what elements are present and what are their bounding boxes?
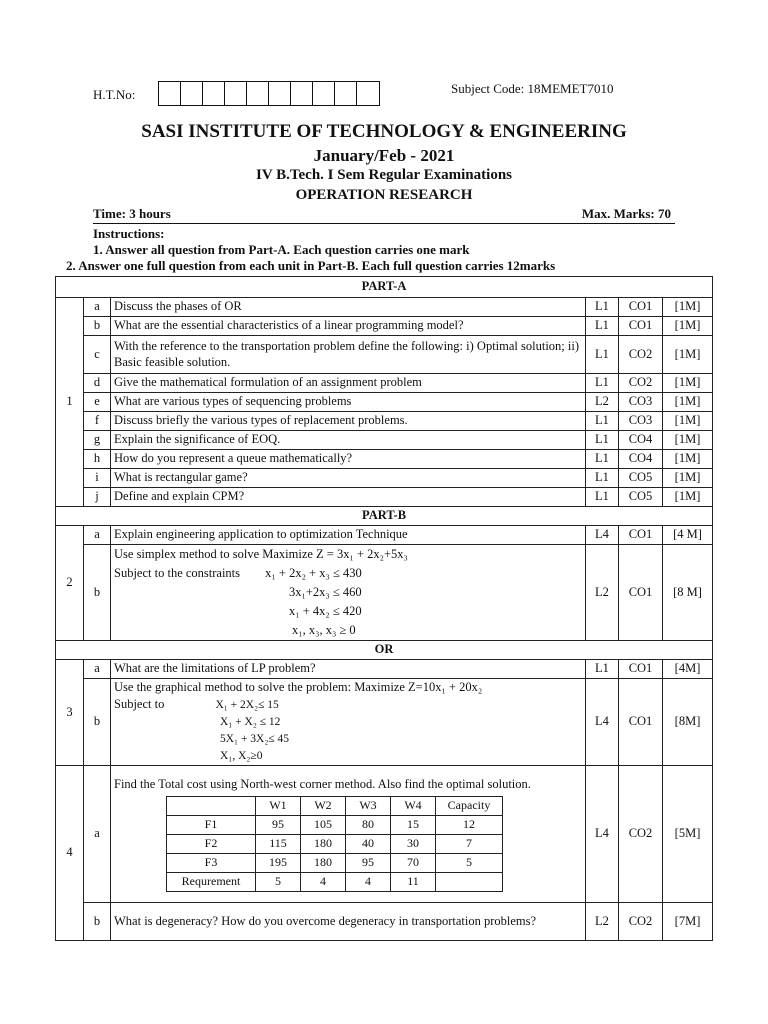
marks: [1M]: [663, 488, 713, 507]
marks: [1M]: [663, 412, 713, 431]
course-outcome: CO3: [619, 393, 663, 412]
question-text: Explain the significance of EOQ.: [111, 431, 586, 450]
marks: [1M]: [663, 298, 713, 317]
cost-header-cell: Capacity: [436, 796, 503, 815]
level: L4: [586, 526, 619, 545]
sub-label: h: [84, 450, 111, 469]
question-text: Discuss briefly the various types of replacement problems.: [111, 412, 586, 431]
course-outcome: CO4: [619, 431, 663, 450]
cost-cell: F2: [167, 834, 256, 853]
part-a-heading: PART-A: [56, 277, 713, 298]
cost-header-cell: W1: [256, 796, 301, 815]
course-outcome: CO2: [619, 766, 663, 903]
level: L4: [586, 766, 619, 903]
instructions-title: Instructions:: [93, 226, 165, 241]
course-outcome: CO5: [619, 469, 663, 488]
marks: [1M]: [663, 469, 713, 488]
course-outcome: CO1: [619, 526, 663, 545]
hall-ticket-box: [335, 82, 357, 105]
cost-cell: 12: [436, 815, 503, 834]
sub-label: i: [84, 469, 111, 488]
cost-header-cell: [167, 796, 256, 815]
question-text: [111, 766, 586, 903]
sub-label: a: [84, 298, 111, 317]
cost-cell: 95: [256, 815, 301, 834]
cost-cell: 105: [301, 815, 346, 834]
hall-ticket-box: [181, 82, 203, 105]
level: L2: [586, 903, 619, 941]
constraint-eq: x₁ + 2x₂ + x₃ ≤ 430: [265, 566, 362, 580]
marks: [1M]: [663, 317, 713, 336]
constraint-eq: X₁ + 2X₂≤ 15: [215, 699, 279, 711]
hall-ticket-label: H.T.No:: [93, 87, 136, 102]
question-text: With the reference to the transportation problem define the following: i) Optimal solution; ii) Basic feasible solution.: [111, 336, 586, 374]
question-text: What is rectangular game?: [111, 469, 586, 488]
cost-cell: 115: [256, 834, 301, 853]
cost-cell: 80: [346, 815, 391, 834]
cost-cell: F3: [167, 853, 256, 872]
transport-cost-table: [166, 796, 503, 892]
cost-row: [167, 834, 503, 853]
course-outcome: CO3: [619, 412, 663, 431]
cost-cell: [436, 872, 503, 891]
hall-ticket-box: [159, 82, 181, 105]
question-text: What are various types of sequencing problems: [111, 393, 586, 412]
question-text: Discuss the phases of OR: [111, 298, 586, 317]
sub-label: b: [84, 317, 111, 336]
hall-ticket-box: [225, 82, 247, 105]
hall-ticket-box: [357, 82, 379, 105]
level: L1: [586, 374, 619, 393]
cost-cell: 7: [436, 834, 503, 853]
cost-cell: 11: [391, 872, 436, 891]
course-outcome: CO1: [619, 298, 663, 317]
cost-cell: 5: [256, 872, 301, 891]
hall-ticket-box: [291, 82, 313, 105]
cost-cell: 180: [301, 853, 346, 872]
level: L1: [586, 450, 619, 469]
question-text: [111, 545, 586, 641]
course-outcome: CO2: [619, 903, 663, 941]
marks: [4M]: [663, 660, 713, 679]
course-outcome: CO5: [619, 488, 663, 507]
course-outcome: CO2: [619, 336, 663, 374]
constraint-line: x₁ + 4x₂ ≤ 420: [289, 604, 362, 618]
cost-header-cell: W2: [301, 796, 346, 815]
level: L4: [586, 679, 619, 766]
cost-cell: 195: [256, 853, 301, 872]
cost-cell: 4: [346, 872, 391, 891]
question-text: What are the limitations of LP problem?: [111, 660, 586, 679]
level: L2: [586, 393, 619, 412]
exam-date: January/Feb - 2021: [313, 146, 455, 165]
question-text: How do you represent a queue mathematically?: [111, 450, 586, 469]
sub-label: f: [84, 412, 111, 431]
level: L1: [586, 298, 619, 317]
sub-label: b: [84, 545, 111, 641]
question-text: Explain engineering application to optimization Technique: [111, 526, 586, 545]
marks: [1M]: [663, 336, 713, 374]
question-text: What are the essential characteristics of a linear programming model?: [111, 317, 586, 336]
cost-cell: 95: [346, 853, 391, 872]
sub-label: b: [84, 679, 111, 766]
instruction-1: 1. Answer all question from Part-A. Each question carries one mark: [93, 242, 470, 257]
cost-header-cell: W3: [346, 796, 391, 815]
sub-label: c: [84, 336, 111, 374]
cost-cell: 40: [346, 834, 391, 853]
course-outcome: CO1: [619, 660, 663, 679]
objective-line: Use the graphical method to solve the problem: Maximize Z=10x₁ + 20x₂: [114, 680, 483, 694]
level: L1: [586, 431, 619, 450]
sub-label: e: [84, 393, 111, 412]
marks: [8M]: [663, 679, 713, 766]
cost-cell: 30: [391, 834, 436, 853]
course-outcome: CO1: [619, 545, 663, 641]
cost-cell: F1: [167, 815, 256, 834]
cost-row: [167, 853, 503, 872]
course-outcome: CO2: [619, 374, 663, 393]
level: L1: [586, 469, 619, 488]
constraint-line: [114, 564, 582, 583]
hall-ticket-boxes: [158, 81, 380, 106]
exam-name: IV B.Tech. I Sem Regular Examinations: [255, 167, 512, 183]
constraint-line: 5X₁ + 3X₂≤ 45: [220, 733, 290, 745]
marks: [1M]: [663, 431, 713, 450]
marks: [5M]: [663, 766, 713, 903]
hall-ticket-box: [269, 82, 291, 105]
level: L1: [586, 317, 619, 336]
constraint-line: 3x₁+2x₃ ≤ 460: [289, 585, 362, 599]
sub-label: a: [84, 660, 111, 679]
question-table: [55, 276, 713, 941]
course-outcome: CO4: [619, 450, 663, 469]
hall-ticket-box: [203, 82, 225, 105]
constraint-line: [114, 696, 582, 714]
sub-label: d: [84, 374, 111, 393]
cost-cell: 180: [301, 834, 346, 853]
question-number: 1: [56, 298, 84, 507]
marks: [4 M]: [663, 526, 713, 545]
marks: [1M]: [663, 393, 713, 412]
marks: [1M]: [663, 450, 713, 469]
marks: [7M]: [663, 903, 713, 941]
instruction-2: 2. Answer one full question from each unit in Part-B. Each full question carries 12marks: [66, 258, 556, 273]
constraint-label: Subject to: [114, 697, 165, 711]
question-text: Give the mathematical formulation of an assignment problem: [111, 374, 586, 393]
subject-name: OPERATION RESEARCH: [295, 187, 473, 203]
cost-row: [167, 815, 503, 834]
sub-label: a: [84, 526, 111, 545]
level: L1: [586, 660, 619, 679]
question-number: 2: [56, 526, 84, 641]
cost-row: [167, 872, 503, 891]
sub-label: b: [84, 903, 111, 941]
level: L1: [586, 412, 619, 431]
cost-header-cell: W4: [391, 796, 436, 815]
level: L2: [586, 545, 619, 641]
hall-ticket-box: [313, 82, 335, 105]
question-text: [111, 679, 586, 766]
institute-name: SASI INSTITUTE OF TECHNOLOGY & ENGINEERING: [141, 121, 627, 142]
cost-cell: 15: [391, 815, 436, 834]
question-text: Define and explain CPM?: [111, 488, 586, 507]
constraint-label: Subject to the constraints: [114, 566, 241, 580]
constraint-line: x₁, x₃, x₃ ≥ 0: [292, 623, 356, 637]
marks: [8 M]: [663, 545, 713, 641]
sub-label: g: [84, 431, 111, 450]
cost-cell: 5: [436, 853, 503, 872]
sub-label: a: [84, 766, 111, 903]
cost-cell: 70: [391, 853, 436, 872]
sub-label: j: [84, 488, 111, 507]
marks: [1M]: [663, 374, 713, 393]
objective-line: Use simplex method to solve Maximize Z = 3x₁ + 2x₂+5x₃: [114, 547, 408, 561]
or-separator: OR: [56, 641, 713, 660]
exam-time: Time: 3 hours: [93, 206, 171, 221]
question-text-line: Find the Total cost using North-west corner method. Also find the optimal solution.: [114, 776, 531, 791]
hall-ticket-box: [247, 82, 269, 105]
question-number: 4: [56, 766, 84, 941]
question-number: 3: [56, 660, 84, 766]
cost-cell: Requrement: [167, 872, 256, 891]
constraint-line: X₁, X₂≥0: [220, 750, 263, 762]
course-outcome: CO1: [619, 679, 663, 766]
level: L1: [586, 488, 619, 507]
course-outcome: CO1: [619, 317, 663, 336]
time-marks-row: [93, 206, 675, 224]
cost-cell: 4: [301, 872, 346, 891]
part-b-heading: PART-B: [56, 507, 713, 526]
subject-code: Subject Code: 18MEMET7010: [451, 81, 614, 96]
level: L1: [586, 336, 619, 374]
max-marks: Max. Marks: 70: [581, 206, 671, 221]
question-text: What is degeneracy? How do you overcome degeneracy in transportation problems?: [111, 903, 586, 941]
constraint-line: X₁ + X₂ ≤ 12: [220, 716, 281, 728]
